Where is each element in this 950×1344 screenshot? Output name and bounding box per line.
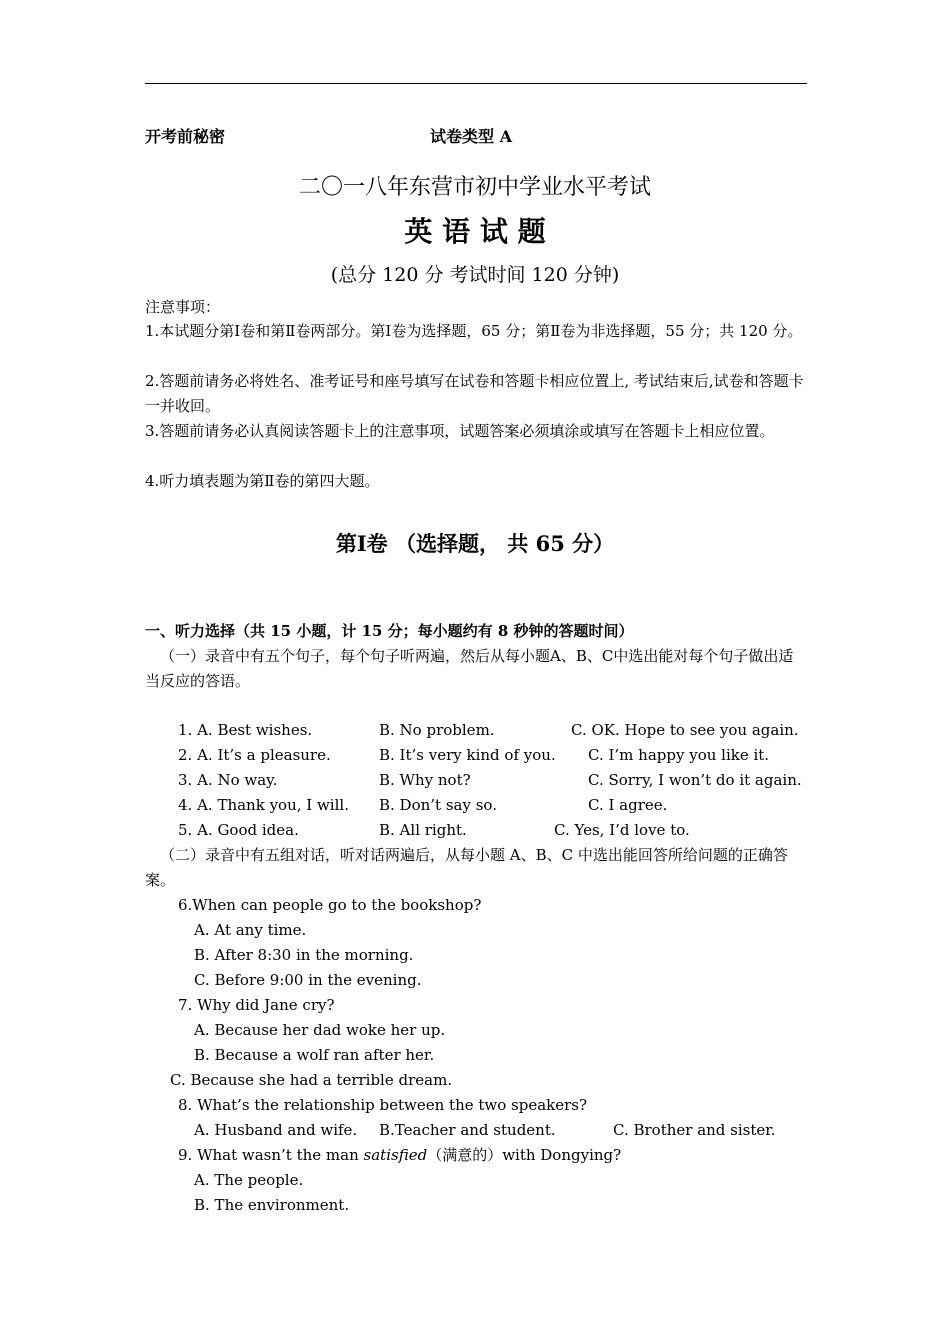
q1-option-a: 1. A. Best wishes. [178,721,313,739]
notes-heading: 注意事项： [145,298,221,316]
q8-option-c: C. Brother and sister. [613,1121,776,1139]
q8-option-b: B.Teacher and student. [379,1121,556,1139]
q3-option-c: C. Sorry, I won’t do it again. [588,771,802,789]
part1-title: 第Ⅰ卷 （选择题， 共 65 分） [335,531,615,556]
q7-option-b: B. Because a wolf ran after her. [194,1046,435,1064]
q2-option-a: 2. A. It’s a pleasure. [178,746,331,764]
q9-option-a: A. The people. [194,1171,304,1189]
q2-option-c: C. I’m happy you like it. [588,746,770,764]
q3-option-b: B. Why not? [379,771,471,789]
q7-option-a: A. Because her dad woke her up. [194,1021,446,1039]
q9-question [178,1145,621,1165]
q4-option-c: C. I agree. [588,796,668,814]
q7-option-c: C. Because she had a terrible dream. [170,1071,453,1089]
section1-heading: 一、听力选择（共 15 小题，计 15 分；每小题约有 8 秒钟的答题时间） [145,622,634,640]
q8-question: 8. What’s the relationship between the two speakers? [178,1096,588,1114]
q6-option-b: B. After 8:30 in the morning. [194,946,414,964]
section1-instruction-1: （一）录音中有五个句子，每个句子听两遍，然后从每小题A、B、C中选出能对每个句子做出适当反应的答语。 [145,647,794,690]
secret-label: 开考前秘密 [145,127,226,146]
q2-option-b: B. It’s very kind of you. [379,746,556,764]
q4-option-b: B. Don’t say so. [379,796,497,814]
q1-option-b: B. No problem. [379,721,495,739]
exam-title: 二〇一八年东营市初中学业水平考试 [298,175,651,200]
q7-question: 7. Why did Jane cry? [178,996,335,1014]
q9-option-b: B. The environment. [194,1196,350,1214]
q3-option-a: 3. A. No way. [178,771,278,789]
section1-instruction-2: （二）录音中有五组对话，听对话两遍后，从每小题 A、B、C 中选出能回答所给问题的正确答案。 [145,846,788,889]
subject-title: 英 语 试 题 [404,215,546,248]
note-item: 4.听力填表题为第Ⅱ卷的第四大题。 [145,472,380,490]
q1-option-c: C. OK. Hope to see you again. [571,721,799,739]
q8-option-a: A. Husband and wife. [194,1121,358,1139]
header-rule [145,83,807,84]
note-item: 1.本试题分第Ⅰ卷和第Ⅱ卷两部分。第Ⅰ卷为选择题，65 分；第Ⅱ卷为非选择题，55 分；共 120 分。 [145,322,803,340]
note-item: 3.答题前请务必认真阅读答题卡上的注意事项，试题答案必须填涂或填写在答题卡上相应位置。 [145,422,775,440]
q9-question-keyword: satisfied [363,1146,428,1164]
q9-question-end: （满意的）with Dongying? [427,1146,622,1164]
q4-option-a: 4. A. Thank you, I will. [178,796,349,814]
q5-option-c: C. Yes, I’d love to. [554,821,690,839]
q6-option-c: C. Before 9:00 in the evening. [194,971,422,989]
q6-option-a: A. At any time. [194,921,307,939]
q5-option-a: 5. A. Good idea. [178,821,299,839]
note-item: 2.答题前请务必将姓名、准考证号和座号填写在试卷和答题卡相应位置上, 考试结束后,试卷和答题卡一并收回。 [145,372,804,415]
exam-info: (总分 120 分 考试时间 120 分钟) [330,264,620,286]
q5-option-b: B. All right. [379,821,467,839]
paper-type-label: 试卷类型 A [430,127,512,146]
q9-question-start: 9. What wasn’t the man [178,1146,364,1164]
q6-question: 6.When can people go to the bookshop? [178,896,482,914]
